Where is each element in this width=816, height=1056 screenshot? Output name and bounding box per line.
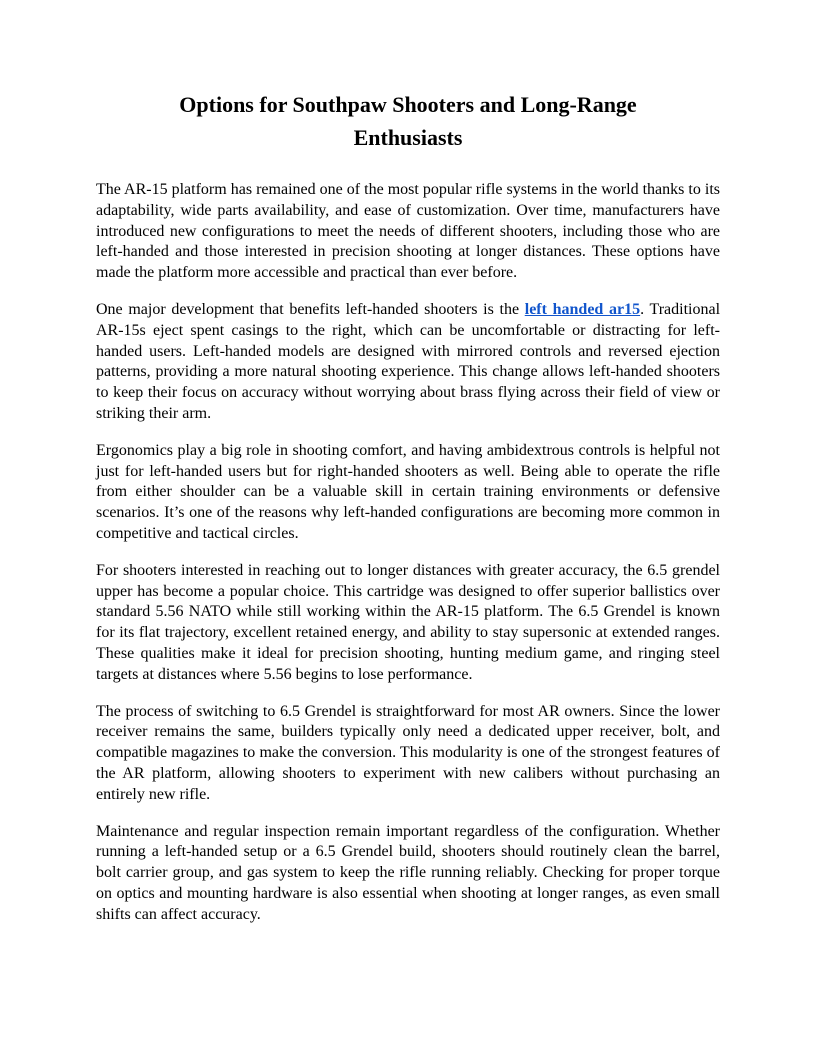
paragraph-left-handed-text-after: . Traditional AR-15s eject spent casings to the right, which can be uncomfortable or distracting for left-handed users. Left-handed models are designed with mirrored controls and reversed ejection patterns, providing a more natural shooting experience. This change allows left-handed shooters to keep their focus on accuracy without worrying about brass flying across their field of view or striking their arm.: [96, 300, 721, 422]
paragraph-left-handed-text-before: One major development that benefits left-handed shooters is the: [96, 300, 525, 318]
paragraph-intro: The AR-15 platform has remained one of the most popular rifle systems in the world thanks to its adaptability, wide parts availability, and ease of customization. Over time, manufacturers have introduced new configurations to meet the needs of different shooters, including those who are left-handed and those interested in precision shooting at longer distances. These options have made the platform more accessible and practical than ever before.: [96, 181, 720, 282]
page-title: Options for Southpaw Shooters and Long-Range Enthusiasts: [179, 92, 637, 150]
left-handed-ar15-link[interactable]: left handed ar15: [524, 300, 641, 318]
paragraph-ergonomics: Ergonomics play a big role in shooting comfort, and having ambidextrous controls is helpful not just for left-handed users but for right-handed shooters as well. Being able to operate the rifle from either shoulder can be a valuable skill in certain training environments or defensive scenarios. It’s one of the reasons why left-handed configurations are becoming more common in competitive and tactical circles.: [96, 441, 720, 542]
paragraph-conversion: The process of switching to 6.5 Grendel is straightforward for most AR owners. Since the lower receiver remains the same, builders typically only need a dedicated upper receiver, bolt, and compatible magazines to make the conversion. This modularity is one of the strongest features of the AR platform, allowing shooters to experiment with new calibers without purchasing an entirely new rifle.: [96, 702, 720, 803]
paragraph-left-handed: [96, 300, 720, 425]
paragraph-maintenance: Maintenance and regular inspection remain important regardless of the configuration. Whether running a left-handed setup or a 6.5 Grendel build, shooters should routinely clean the barrel, bolt carrier group, and gas system to keep the rifle running reliably. Checking for proper torque on optics and mounting hardware is also essential when shooting at longer ranges, as even small shifts can affect accuracy.: [96, 822, 720, 923]
paragraph-grendel-upper: For shooters interested in reaching out to longer distances with greater accuracy, the 6.5 grendel upper has become a popular choice. This cartridge was designed to offer superior ballistics over standard 5.56 NATO while still working within the AR-15 platform. The 6.5 Grendel is known for its flat trajectory, excellent retained energy, and ability to stay supersonic at extended ranges. These qualities make it ideal for precision shooting, hunting medium game, and ringing steel targets at distances where 5.56 begins to lose performance.: [96, 561, 720, 683]
